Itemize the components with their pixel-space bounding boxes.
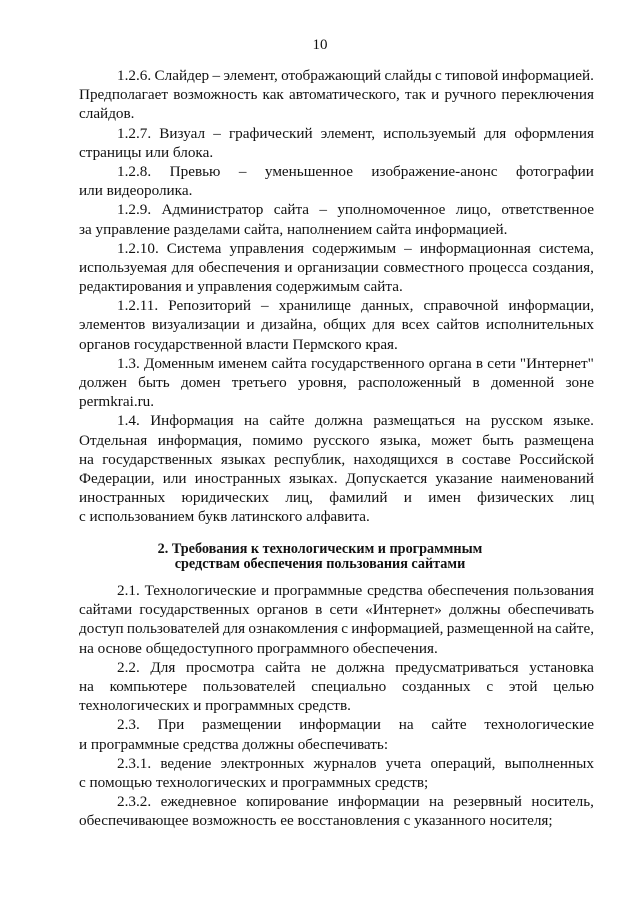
word: Администратор: [161, 201, 264, 219]
word: ведение: [160, 754, 212, 772]
word: с: [486, 677, 494, 695]
word: Российской: [519, 450, 594, 468]
word: дизайна,: [261, 316, 317, 334]
word: с: [341, 620, 348, 638]
word: языка,: [379, 431, 421, 449]
paragraph-line: [79, 792, 594, 811]
word: управления: [229, 239, 305, 257]
word: должен: [79, 374, 127, 391]
word: с: [434, 67, 442, 84]
word: сайтов: [436, 316, 480, 334]
word: общих: [323, 316, 367, 334]
word: домен: [180, 374, 221, 391]
paragraph: [79, 354, 594, 412]
word: 1.4.: [117, 412, 140, 430]
word: так: [405, 86, 426, 104]
word: или: [162, 469, 187, 487]
word: и: [431, 86, 440, 104]
word: информация,: [157, 431, 243, 449]
word: оформления: [514, 124, 594, 142]
paragraph: [79, 296, 594, 354]
paragraph: [79, 581, 594, 658]
word: фотографии: [516, 162, 594, 180]
word: Допускается: [345, 469, 428, 487]
word: на: [536, 620, 552, 638]
word: 2.2.: [117, 658, 140, 676]
word: хранилище: [278, 297, 352, 315]
word: сети: [329, 601, 358, 619]
word: и: [403, 489, 412, 507]
word: на: [79, 450, 94, 468]
word: республик,: [273, 450, 346, 468]
word: элементов: [79, 316, 146, 334]
word: 2.1.: [117, 582, 140, 599]
word: должна: [336, 658, 385, 676]
word: используемый: [383, 124, 476, 142]
word: размещенной: [446, 620, 534, 638]
word: лиц: [570, 489, 594, 507]
paragraph-line: [79, 431, 594, 450]
paragraph-line: [79, 315, 594, 334]
word: иностранных: [79, 489, 166, 507]
paragraph-line: [79, 411, 594, 430]
word: целью: [553, 677, 594, 695]
word: 2.3.1.: [117, 754, 152, 772]
word: ознакомления: [248, 620, 338, 638]
paragraph-line: [79, 619, 594, 638]
word: должны: [449, 601, 501, 619]
word: 1.2.6.: [117, 67, 152, 84]
word: средства: [367, 582, 423, 599]
word: данных,: [361, 297, 414, 315]
paragraph-line: [79, 296, 594, 315]
word: Отдельная: [79, 431, 148, 449]
word: 2.3.: [117, 716, 140, 734]
word: пользования: [513, 582, 594, 599]
word: помимо: [252, 431, 303, 449]
word: в: [315, 601, 323, 619]
word: для: [171, 258, 194, 276]
section-heading-line-1: 2. Требования к технологическим и программным: [157, 541, 483, 557]
word: процесса: [468, 258, 528, 276]
word: 1.2.11.: [117, 297, 159, 315]
paragraph-line: страницы или блока.: [79, 143, 214, 161]
word: на: [429, 793, 444, 811]
word: находящихся: [353, 450, 439, 468]
paragraph-line: [79, 85, 594, 104]
word: размещении: [202, 716, 282, 734]
word: на: [79, 677, 94, 695]
paragraph: [79, 200, 594, 238]
paragraph-line: [79, 600, 594, 619]
paragraph-line: [79, 488, 594, 507]
section-heading-line-2: средствам обеспечения пользования сайтами: [174, 556, 466, 572]
word: быть: [138, 374, 170, 391]
word: в: [472, 374, 480, 391]
word: содержимым: [312, 239, 397, 257]
word: и: [261, 582, 270, 599]
word: Система: [166, 239, 222, 257]
word: При: [157, 716, 185, 734]
word: информации: [337, 793, 420, 811]
word: сайте: [431, 716, 467, 734]
word: пользователей: [202, 677, 296, 695]
word: на: [243, 412, 259, 430]
paragraph: [79, 66, 594, 124]
paragraph: [79, 124, 594, 162]
word: этой: [508, 677, 538, 695]
paragraph-line: на основе общедоступного программного обеспечения.: [79, 639, 438, 657]
word: созданных: [401, 677, 471, 695]
paragraph-line: [79, 200, 594, 219]
word: составе: [461, 450, 511, 468]
word: наименований: [500, 469, 594, 487]
word: сайте,: [555, 620, 594, 638]
word: должна: [314, 412, 363, 430]
word: сайте: [269, 412, 305, 430]
word: государственных: [139, 601, 250, 619]
word: –: [212, 67, 221, 84]
paragraph-line: за управление разделами сайта, наполнением сайта информацией.: [79, 220, 508, 238]
word: русском: [490, 412, 543, 430]
word: информацией.: [501, 67, 594, 84]
word: типовой: [445, 67, 499, 84]
word: указание: [435, 469, 493, 487]
paragraph-line: редактирования и управления содержимым сайта.: [79, 278, 403, 296]
paragraph-line: [79, 450, 594, 469]
word: Для: [150, 658, 176, 676]
word: –: [261, 297, 269, 315]
word: электронных: [220, 754, 305, 772]
word: государственного: [310, 354, 425, 372]
paragraph: [79, 715, 594, 753]
word: журналов: [313, 754, 377, 772]
word: размещаться: [373, 412, 456, 430]
word: ежедневное: [160, 793, 237, 811]
word: слайды: [384, 67, 432, 84]
word: графический: [228, 124, 313, 142]
word: Слайдер: [154, 67, 210, 84]
word: ручного: [444, 86, 497, 104]
paragraph-line: [79, 258, 594, 277]
word: третьего: [231, 374, 287, 391]
word: –: [238, 162, 247, 180]
word: обеспечения: [198, 258, 280, 276]
word: сайта: [271, 354, 307, 372]
word: выполненных: [504, 754, 594, 772]
word: доменной: [490, 374, 555, 391]
word: предусматриваться: [395, 658, 519, 676]
word: автоматического,: [289, 86, 400, 104]
word: сайта: [273, 201, 310, 219]
word: обеспечения: [427, 582, 509, 599]
section-heading: [0, 542, 640, 572]
word: "Интернет": [519, 354, 594, 372]
paragraph: [79, 754, 594, 792]
word: информации: [299, 716, 381, 734]
word: ответственное: [501, 201, 594, 219]
word: органа: [428, 354, 472, 372]
paragraph: [79, 411, 594, 526]
word: пользователей: [126, 620, 220, 638]
word: может: [431, 431, 472, 449]
word: зоне: [565, 374, 594, 391]
paragraph-line: [79, 677, 594, 696]
word: носитель,: [531, 793, 594, 811]
word: для: [222, 620, 246, 638]
word: русского: [313, 431, 370, 449]
word: «Интернет»: [365, 601, 442, 619]
word: и: [246, 316, 255, 334]
word: создания,: [532, 258, 594, 276]
word: языке.: [553, 412, 594, 430]
word: расположенный: [358, 374, 462, 391]
word: Предполагает: [79, 86, 169, 104]
word: лицо,: [455, 201, 491, 219]
word: компьютере: [109, 677, 188, 695]
word: сайтами: [79, 601, 133, 619]
word: специально: [311, 677, 387, 695]
paragraph-line: [79, 581, 594, 600]
paragraph-line: слайдов.: [79, 105, 135, 123]
word: отображающий: [281, 67, 382, 84]
paragraph-line: permkrai.ru.: [79, 393, 155, 411]
word: Информация: [150, 412, 234, 430]
word: обеспечивать: [507, 601, 594, 619]
paragraph: [79, 239, 594, 297]
word: информации,: [508, 297, 594, 315]
word: система,: [538, 239, 594, 257]
paragraph-line: с помощью технологических и программных средств;: [79, 773, 429, 791]
word: информацией,: [351, 620, 444, 638]
word: лиц,: [285, 489, 313, 507]
paragraph: [79, 658, 594, 716]
word: элемент,: [320, 124, 376, 142]
word: иностранных: [194, 469, 281, 487]
paragraph-line: [79, 715, 594, 734]
word: фамилий: [329, 489, 388, 507]
page-number: 10: [312, 37, 328, 53]
paragraph: [79, 792, 594, 830]
word: именем: [218, 354, 268, 372]
word: информационная: [419, 239, 531, 257]
word: уменьшенное: [264, 162, 353, 180]
word: –: [213, 124, 221, 142]
word: государственных: [102, 450, 213, 468]
paragraph-line: [79, 469, 594, 488]
word: технологические: [484, 716, 594, 734]
paragraph: [79, 162, 594, 200]
word: в: [446, 450, 454, 468]
word: Визуал: [159, 124, 206, 142]
paragraph-line: с использованием букв латинского алфавита.: [79, 508, 370, 526]
word: для: [483, 124, 507, 142]
word: совместного: [383, 258, 464, 276]
word: быть: [482, 431, 514, 449]
word: справочной: [423, 297, 499, 315]
word: Технологические: [144, 582, 257, 599]
paragraph-line: и программные средства должны обеспечивать:: [79, 735, 389, 753]
word: 1.2.8.: [117, 162, 152, 180]
paragraph-line: органов государственной власти Пермского края.: [79, 335, 398, 353]
word: на: [465, 412, 481, 430]
paragraph-line: [79, 658, 594, 677]
word: уровня,: [297, 374, 347, 391]
word: 1.2.10.: [117, 239, 159, 257]
paragraph-line: [79, 373, 594, 392]
word: возможность: [173, 86, 258, 104]
word: для: [372, 316, 395, 334]
word: Репозиторий: [168, 297, 251, 315]
word: юридических: [181, 489, 270, 507]
word: языках.: [289, 469, 338, 487]
paragraph-line: технологических и программных средств.: [79, 697, 351, 715]
requirements-section: [79, 581, 594, 830]
paragraph-line: [79, 66, 594, 85]
word: резервный: [453, 793, 522, 811]
word: уполномоченное: [337, 201, 446, 219]
word: переключения: [501, 86, 594, 104]
word: 2.3.2.: [117, 793, 152, 811]
word: в: [475, 354, 484, 372]
word: Доменным: [143, 354, 215, 372]
paragraph-line: [79, 754, 594, 773]
word: всех: [401, 316, 430, 334]
word: операций,: [430, 754, 496, 772]
paragraph-line: [79, 124, 594, 143]
word: Федерации,: [79, 469, 155, 487]
word: исполнительных: [485, 316, 594, 334]
word: имен: [428, 489, 461, 507]
word: сайта: [265, 658, 301, 676]
word: на: [398, 716, 414, 734]
paragraph-line: или видеоролика.: [79, 182, 193, 200]
word: языках: [220, 450, 266, 468]
word: Превью: [169, 162, 221, 180]
word: не: [311, 658, 326, 676]
paragraph-line: [79, 239, 594, 258]
word: установка: [529, 658, 594, 676]
word: элемент,: [223, 67, 278, 84]
word: сети: [487, 354, 516, 372]
word: организации: [297, 258, 379, 276]
word: 1.2.7.: [117, 124, 152, 142]
paragraph-line: [79, 354, 594, 373]
word: доступ: [79, 620, 124, 638]
word: как: [262, 86, 284, 104]
word: копирование: [246, 793, 329, 811]
word: размещена: [524, 431, 594, 449]
paragraph-line: [79, 162, 594, 181]
word: визуализации: [151, 316, 240, 334]
word: 1.3.: [117, 354, 140, 372]
word: –: [404, 239, 412, 257]
word: просмотра: [185, 658, 255, 676]
word: используемая: [79, 258, 167, 276]
definitions-section: [79, 66, 594, 527]
word: программные: [274, 582, 363, 599]
word: изображение-анонс: [371, 162, 498, 180]
word: органов: [256, 601, 308, 619]
word: учета: [385, 754, 422, 772]
word: и: [284, 258, 293, 276]
paragraph-line: обеспечивающее возможность ее восстановления с указанного носителя;: [79, 812, 553, 830]
word: физических: [477, 489, 554, 507]
word: 1.2.9.: [117, 201, 152, 219]
word: –: [319, 201, 327, 219]
